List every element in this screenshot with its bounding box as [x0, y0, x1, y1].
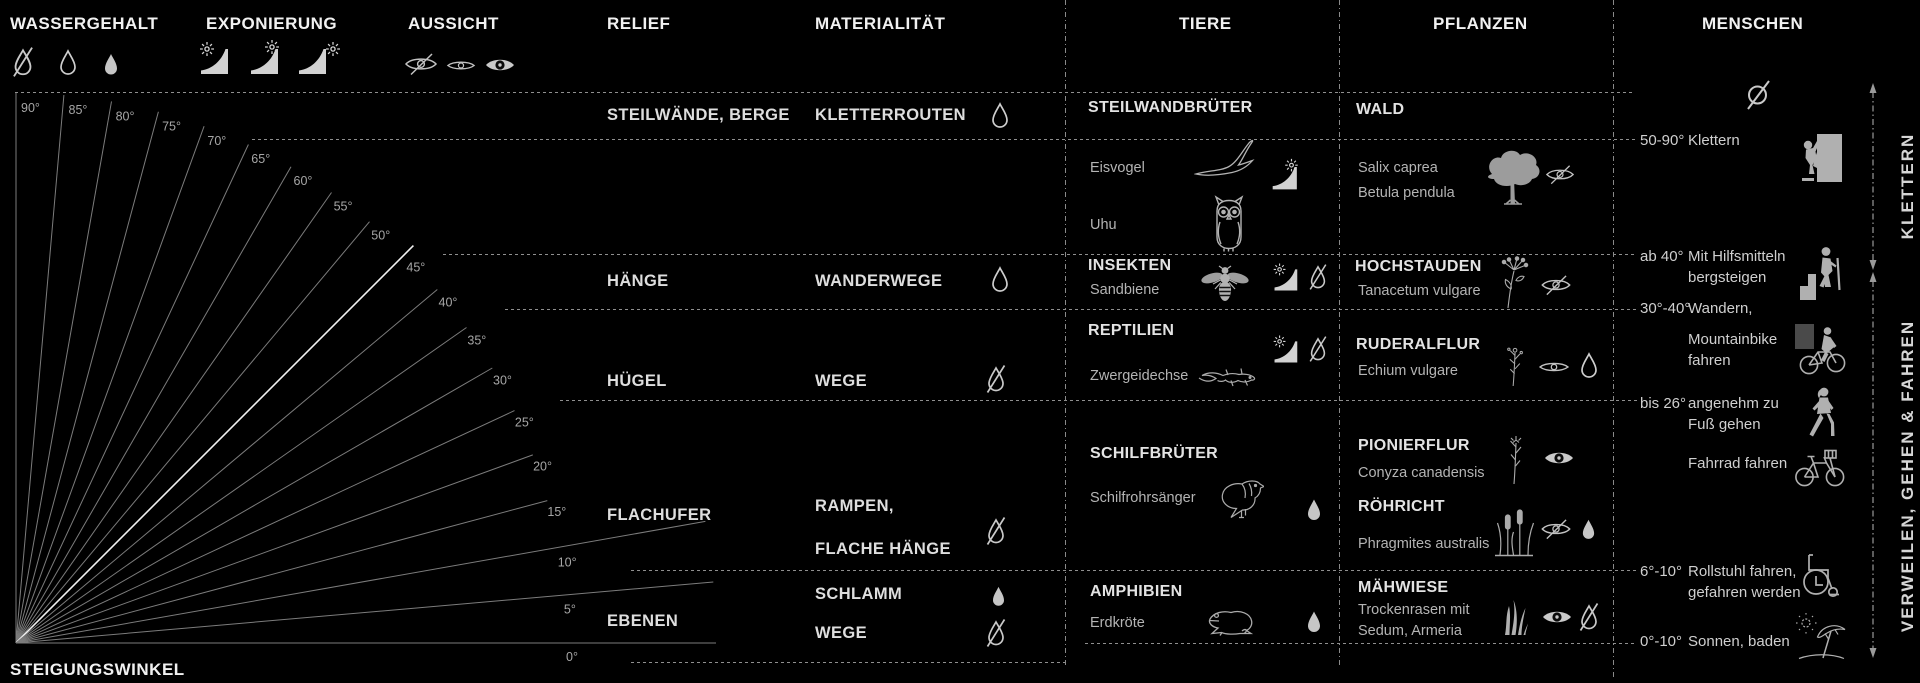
fan-angle-label: 10°: [557, 555, 577, 570]
column-divider: [1613, 0, 1614, 678]
bee-icon: [1200, 265, 1250, 303]
owl-icon: [1211, 194, 1247, 252]
header-exponierung: EXPONIERUNG: [206, 14, 338, 33]
relief-row-label: EBENEN: [607, 612, 679, 630]
relief-row-label: HÜGEL: [607, 372, 667, 390]
species-label: Eisvogel: [1090, 160, 1145, 176]
fan-line-75: [16, 112, 158, 643]
header-aussicht: AUSSICHT: [408, 14, 499, 33]
pflanzen-row-title: HOCHSTAUDEN: [1355, 258, 1482, 275]
activity-label: Wandern,: [1688, 300, 1753, 317]
activity-label: angenehm zu: [1688, 395, 1779, 412]
tiere-row-title: REPTILIEN: [1088, 322, 1175, 339]
species-label: Echium vulgare: [1358, 363, 1458, 379]
water-drop-outline-icon: [990, 102, 1010, 130]
grass-icon: [1502, 597, 1528, 635]
water-drop-filled-icon: [1306, 610, 1322, 635]
material-label: WEGE: [815, 372, 868, 390]
sun-bathing-icon: [1795, 612, 1847, 662]
fan-line-15: [16, 501, 547, 643]
fan-angle-label: 65°: [251, 152, 271, 167]
reeds-icon: [1493, 508, 1535, 558]
fan-line-30: [16, 368, 492, 643]
half-view-eye-icon: [1538, 358, 1570, 376]
material-label: FLACHE HÄNGE: [815, 540, 951, 558]
side-label-klettern: KLETTERN: [1898, 132, 1917, 240]
fan-angle-label: 40°: [438, 295, 458, 310]
species-label: Trockenrasen mit: [1358, 602, 1470, 618]
range-arrows: [1860, 80, 1888, 670]
no-water-icon: [1307, 263, 1329, 291]
material-label: WEGE: [815, 624, 868, 642]
species-label: Tanacetum vulgare: [1358, 283, 1481, 299]
relief-row-label: HÄNGE: [607, 272, 669, 290]
relief-row-label: STEILWÄNDE, BERGE: [607, 106, 790, 124]
no-view-eye-icon: [1540, 274, 1572, 296]
fan-angle-label: 80°: [115, 109, 135, 124]
material-label: WANDERWEGE: [815, 272, 943, 290]
activity-label: Klettern: [1688, 132, 1740, 149]
angle-range-label: bis 26°: [1640, 395, 1687, 412]
material-label: SCHLAMM: [815, 585, 903, 603]
fan-line-65: [16, 145, 248, 644]
slope-angle-fan: [0, 0, 760, 683]
species-label: Sedum, Armeria: [1358, 623, 1462, 639]
activity-label: Fuß gehen: [1688, 416, 1761, 433]
tiere-row-title: AMPHIBIEN: [1090, 583, 1183, 600]
fan-line-85: [16, 95, 64, 643]
angle-range-label: ab 40°: [1640, 248, 1684, 265]
fan-angle-label: 15°: [547, 504, 567, 519]
fan-angle-label: 35°: [467, 333, 487, 348]
tree-icon: [1482, 146, 1544, 208]
pflanzen-row-title: MÄHWIESE: [1358, 579, 1449, 596]
column-divider: [1339, 0, 1340, 668]
full-view-eye-icon: [1541, 607, 1573, 627]
header-relief: RELIEF: [607, 14, 671, 33]
fan-angle-label: 5°: [563, 602, 576, 617]
water-drop-outline-icon: [990, 266, 1010, 294]
no-view-eye-icon: [1540, 518, 1572, 540]
activity-label: gefahren werden: [1688, 584, 1801, 601]
species-label: Schilfrohrsänger: [1090, 490, 1196, 506]
angle-range-label: 6°-10°: [1640, 563, 1683, 580]
tiere-row-title: INSEKTEN: [1088, 257, 1172, 274]
fan-angle-label: 85°: [68, 103, 88, 118]
material-label: RAMPEN,: [815, 497, 894, 515]
no-humans-icon: [1744, 78, 1774, 112]
tiere-row-title: SCHILFBRÜTER: [1090, 445, 1219, 462]
species-label: Betula pendula: [1358, 185, 1455, 201]
sparrow-bird-icon: [1212, 471, 1264, 519]
header-pflanzen: PFLANZEN: [1433, 14, 1528, 33]
pflanzen-row-title: RÖHRICHT: [1358, 498, 1445, 515]
water-drop-filled-icon: [1581, 518, 1596, 542]
angle-range-label: 50-90°: [1640, 132, 1685, 149]
fan-angle-label: 75°: [162, 119, 182, 134]
toad-icon: [1205, 606, 1257, 636]
lizard-icon: [1197, 363, 1257, 389]
column-divider: [1065, 0, 1066, 668]
pflanzen-row-title: RUDERALFLUR: [1356, 336, 1481, 353]
angle-range-label: 0°-10°: [1640, 633, 1683, 650]
fan-angle-label: 20°: [533, 459, 553, 474]
no-water-icon: [984, 516, 1008, 546]
fan-line-20: [16, 455, 533, 643]
fan-angle-label: 90°: [21, 101, 40, 115]
fan-angle-label: 50°: [371, 228, 391, 243]
pioneer-plant-icon: [1505, 434, 1527, 484]
side-label-verweilen-gehen-fahren: VERWEILEN, GEHEN & FAHREN: [1898, 319, 1917, 633]
water-drop-outline-icon: [1579, 352, 1599, 380]
tiere-row-title: STEILWANDBRÜTER: [1088, 99, 1253, 116]
fan-angle-label: 60°: [293, 174, 313, 188]
no-water-icon: [1307, 335, 1329, 363]
activity-label: Rollstuhl fahren,: [1688, 563, 1797, 580]
fan-angle-label: 45°: [406, 260, 426, 275]
axis-label-steigungswinkel: STEIGUNGSWINKEL: [10, 660, 185, 679]
no-view-eye-icon: [1545, 164, 1575, 185]
species-label: Conyza canadensis: [1358, 465, 1485, 481]
activity-label: Mountainbike: [1688, 331, 1778, 348]
fan-angle-label: 25°: [514, 415, 534, 430]
no-water-icon: [984, 364, 1008, 394]
slope-sun-peak-icon: [1270, 158, 1304, 192]
activity-label: fahren: [1688, 352, 1731, 369]
species-label: Zwergeidechse: [1090, 368, 1189, 384]
fan-line-60: [16, 167, 291, 643]
water-drop-filled-icon: [1306, 498, 1322, 523]
species-label: Erdkröte: [1090, 615, 1145, 631]
species-label: Phragmites australis: [1358, 536, 1490, 552]
row-divider: [631, 570, 1637, 571]
header-materialitaet: MATERIALITÄT: [815, 14, 946, 33]
full-view-eye-icon: [1543, 448, 1575, 468]
pflanzen-row-title: PIONIERFLUR: [1358, 437, 1470, 454]
mountainbiker-icon: [1795, 322, 1847, 376]
tall-herb-icon: [1496, 256, 1534, 308]
fan-angle-label: 70°: [207, 133, 227, 148]
activity-label: Sonnen, baden: [1688, 633, 1790, 650]
activity-label: bergsteigen: [1688, 269, 1767, 286]
activity-label: Mit Hilfsmitteln: [1688, 248, 1786, 265]
species-label: Uhu: [1090, 217, 1117, 233]
species-label: Salix caprea: [1358, 160, 1438, 176]
species-label: Sandbiene: [1090, 282, 1160, 298]
fan-angle-label: 0°: [566, 650, 578, 664]
fan-line-25: [16, 411, 515, 643]
fan-line-70: [16, 126, 204, 643]
header-tiere: TIERE: [1179, 14, 1232, 33]
water-drop-filled-icon: [991, 586, 1006, 608]
row-divider: [1085, 643, 1637, 644]
no-water-icon: [984, 618, 1008, 648]
angle-range-label: 30°-40°: [1640, 300, 1691, 317]
swift-bird-icon: [1194, 138, 1256, 182]
bicycle-icon: [1794, 448, 1846, 488]
no-water-icon: [1577, 602, 1601, 632]
slope-sun-left-icon: [1272, 261, 1304, 293]
fan-angle-label: 55°: [333, 199, 353, 214]
material-label: KLETTERROUTEN: [815, 106, 966, 124]
relief-row-label: FLACHUFER: [607, 506, 712, 524]
fan-angle-label: 30°: [493, 373, 512, 388]
pflanzen-row-title: WALD: [1356, 101, 1405, 118]
slope-sun-left-icon: [1272, 333, 1304, 365]
mountaineer-icon: [1798, 244, 1842, 300]
activity-label: Fahrrad fahren: [1688, 455, 1788, 472]
wheelchair-icon: [1797, 552, 1843, 598]
climber-icon: [1800, 132, 1842, 184]
pedestrian-icon: [1806, 386, 1840, 440]
header-menschen: MENSCHEN: [1702, 14, 1804, 33]
header-wassergehalt: WASSERGEHALT: [10, 14, 159, 33]
ruderal-plant-icon: [1503, 344, 1529, 386]
